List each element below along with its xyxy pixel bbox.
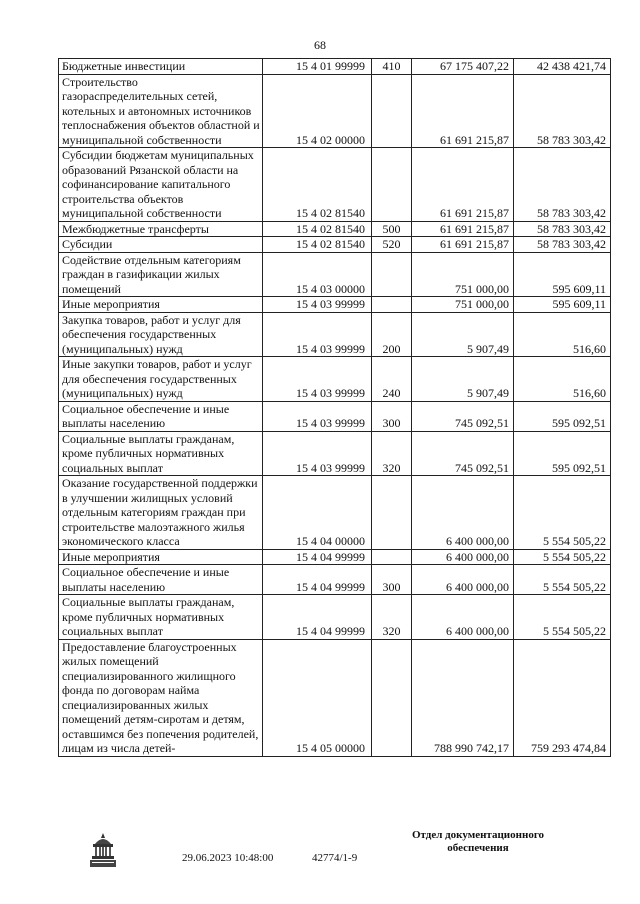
table-row bbox=[59, 476, 611, 550]
row-name-cell: Строительство газораспределительных сетей, котельных и автономных источников теплоснабжения объектов областной и муниципальной собственности bbox=[59, 74, 263, 148]
planned-amount-cell: 5 907,49 bbox=[412, 357, 514, 402]
executed-amount-cell: 5 554 505,22 bbox=[514, 476, 611, 550]
row-name-cell: Субсидии bbox=[59, 237, 263, 253]
table-row bbox=[59, 297, 611, 313]
expense-type-cell: 240 bbox=[372, 357, 412, 402]
target-article-code-cell: 15 4 04 99999 bbox=[263, 595, 372, 640]
executed-amount-cell: 516,60 bbox=[514, 312, 611, 357]
expense-type-cell: 300 bbox=[372, 565, 412, 595]
planned-amount-cell: 745 092,51 bbox=[412, 431, 514, 476]
row-name-cell: Содействие отдельным категориям граждан в газификации жилых помещений bbox=[59, 252, 263, 297]
table-row bbox=[59, 237, 611, 253]
budget-table bbox=[58, 58, 610, 757]
expense-type-cell: 500 bbox=[372, 221, 412, 237]
target-article-code-cell: 15 4 04 99999 bbox=[263, 565, 372, 595]
expense-type-cell bbox=[372, 252, 412, 297]
target-article-code-cell: 15 4 02 81540 bbox=[263, 148, 372, 222]
executed-amount-cell: 58 783 303,42 bbox=[514, 74, 611, 148]
target-article-code-cell: 15 4 03 00000 bbox=[263, 252, 372, 297]
row-name-cell: Иные закупки товаров, работ и услуг для обеспечения государственных (муниципальных) нужд bbox=[59, 357, 263, 402]
row-name-cell: Бюджетные инвестиции bbox=[59, 59, 263, 75]
planned-amount-cell: 6 400 000,00 bbox=[412, 476, 514, 550]
expense-type-cell bbox=[372, 74, 412, 148]
footer-document-number: 42774/1-9 bbox=[312, 852, 358, 864]
table-body bbox=[59, 59, 611, 757]
table-row bbox=[59, 401, 611, 431]
row-name-cell: Субсидии бюджетам муниципальных образований Рязанской области на софинансирование капитального строительства объектов муниципальной собственности bbox=[59, 148, 263, 222]
table-row bbox=[59, 595, 611, 640]
department-line-1: Отдел документационного bbox=[411, 829, 545, 841]
target-article-code-cell: 15 4 03 99999 bbox=[263, 357, 372, 402]
executed-amount-cell: 58 783 303,42 bbox=[514, 237, 611, 253]
table-row bbox=[59, 639, 611, 756]
executed-amount-cell: 5 554 505,22 bbox=[514, 549, 611, 565]
executed-amount-cell: 5 554 505,22 bbox=[514, 595, 611, 640]
expense-type-cell: 300 bbox=[372, 401, 412, 431]
table-row bbox=[59, 221, 611, 237]
planned-amount-cell: 61 691 215,87 bbox=[412, 74, 514, 148]
table-row bbox=[59, 565, 611, 595]
executed-amount-cell: 5 554 505,22 bbox=[514, 565, 611, 595]
page-number: 68 bbox=[314, 38, 326, 52]
executed-amount-cell: 759 293 474,84 bbox=[514, 639, 611, 756]
executed-amount-cell: 595 609,11 bbox=[514, 252, 611, 297]
target-article-code-cell: 15 4 03 99999 bbox=[263, 312, 372, 357]
table-row bbox=[59, 312, 611, 357]
expense-type-cell bbox=[372, 639, 412, 756]
expense-type-cell bbox=[372, 549, 412, 565]
row-name-cell: Социальное обеспечение и иные выплаты населению bbox=[59, 565, 263, 595]
target-article-code-cell: 15 4 02 00000 bbox=[263, 74, 372, 148]
row-name-cell: Социальные выплаты гражданам, кроме публичных нормативных социальных выплат bbox=[59, 595, 263, 640]
expense-type-cell: 200 bbox=[372, 312, 412, 357]
row-name-cell: Иные мероприятия bbox=[59, 549, 263, 565]
target-article-code-cell: 15 4 03 99999 bbox=[263, 431, 372, 476]
expense-type-cell: 320 bbox=[372, 595, 412, 640]
department-line-2: обеспечения bbox=[447, 842, 509, 854]
footer-department bbox=[398, 829, 558, 855]
table-row bbox=[59, 74, 611, 148]
row-name-cell: Предоставление благоустроенных жилых помещений специализированного жилищного фонда по договорам найма специализированных жилых помещений детям-сиротам и детям, оставшимся без попечения родителей, лицам из числа детей- bbox=[59, 639, 263, 756]
executed-amount-cell: 595 092,51 bbox=[514, 401, 611, 431]
target-article-code-cell: 15 4 05 00000 bbox=[263, 639, 372, 756]
row-name-cell: Межбюджетные трансферты bbox=[59, 221, 263, 237]
expense-type-cell bbox=[372, 148, 412, 222]
table-row bbox=[59, 549, 611, 565]
planned-amount-cell: 6 400 000,00 bbox=[412, 595, 514, 640]
table-row bbox=[59, 59, 611, 75]
duma-logo-icon bbox=[88, 832, 118, 870]
footer-datetime: 29.06.2023 10:48:00 bbox=[182, 852, 274, 864]
planned-amount-cell: 6 400 000,00 bbox=[412, 565, 514, 595]
planned-amount-cell: 61 691 215,87 bbox=[412, 148, 514, 222]
planned-amount-cell: 788 990 742,17 bbox=[412, 639, 514, 756]
executed-amount-cell: 595 092,51 bbox=[514, 431, 611, 476]
planned-amount-cell: 751 000,00 bbox=[412, 252, 514, 297]
table-row bbox=[59, 148, 611, 222]
row-name-cell: Иные мероприятия bbox=[59, 297, 263, 313]
planned-amount-cell: 67 175 407,22 bbox=[412, 59, 514, 75]
expense-type-cell bbox=[372, 476, 412, 550]
table-row bbox=[59, 252, 611, 297]
row-name-cell: Социальные выплаты гражданам, кроме публичных нормативных социальных выплат bbox=[59, 431, 263, 476]
planned-amount-cell: 745 092,51 bbox=[412, 401, 514, 431]
planned-amount-cell: 61 691 215,87 bbox=[412, 237, 514, 253]
expense-type-cell: 520 bbox=[372, 237, 412, 253]
target-article-code-cell: 15 4 03 99999 bbox=[263, 401, 372, 431]
table-row bbox=[59, 431, 611, 476]
row-name-cell: Закупка товаров, работ и услуг для обеспечения государственных (муниципальных) нужд bbox=[59, 312, 263, 357]
row-name-cell: Социальное обеспечение и иные выплаты населению bbox=[59, 401, 263, 431]
table-row bbox=[59, 357, 611, 402]
target-article-code-cell: 15 4 01 99999 bbox=[263, 59, 372, 75]
target-article-code-cell: 15 4 04 99999 bbox=[263, 549, 372, 565]
executed-amount-cell: 58 783 303,42 bbox=[514, 148, 611, 222]
target-article-code-cell: 15 4 04 00000 bbox=[263, 476, 372, 550]
planned-amount-cell: 61 691 215,87 bbox=[412, 221, 514, 237]
expense-type-cell bbox=[372, 297, 412, 313]
target-article-code-cell: 15 4 02 81540 bbox=[263, 221, 372, 237]
executed-amount-cell: 516,60 bbox=[514, 357, 611, 402]
target-article-code-cell: 15 4 03 99999 bbox=[263, 297, 372, 313]
planned-amount-cell: 751 000,00 bbox=[412, 297, 514, 313]
row-name-cell: Оказание государственной поддержки в улучшении жилищных условий отдельным категориям граждан при строительстве малоэтажного жилья экономического класса bbox=[59, 476, 263, 550]
planned-amount-cell: 6 400 000,00 bbox=[412, 549, 514, 565]
executed-amount-cell: 595 609,11 bbox=[514, 297, 611, 313]
expense-type-cell: 320 bbox=[372, 431, 412, 476]
expense-type-cell: 410 bbox=[372, 59, 412, 75]
planned-amount-cell: 5 907,49 bbox=[412, 312, 514, 357]
executed-amount-cell: 58 783 303,42 bbox=[514, 221, 611, 237]
executed-amount-cell: 42 438 421,74 bbox=[514, 59, 611, 75]
target-article-code-cell: 15 4 02 81540 bbox=[263, 237, 372, 253]
